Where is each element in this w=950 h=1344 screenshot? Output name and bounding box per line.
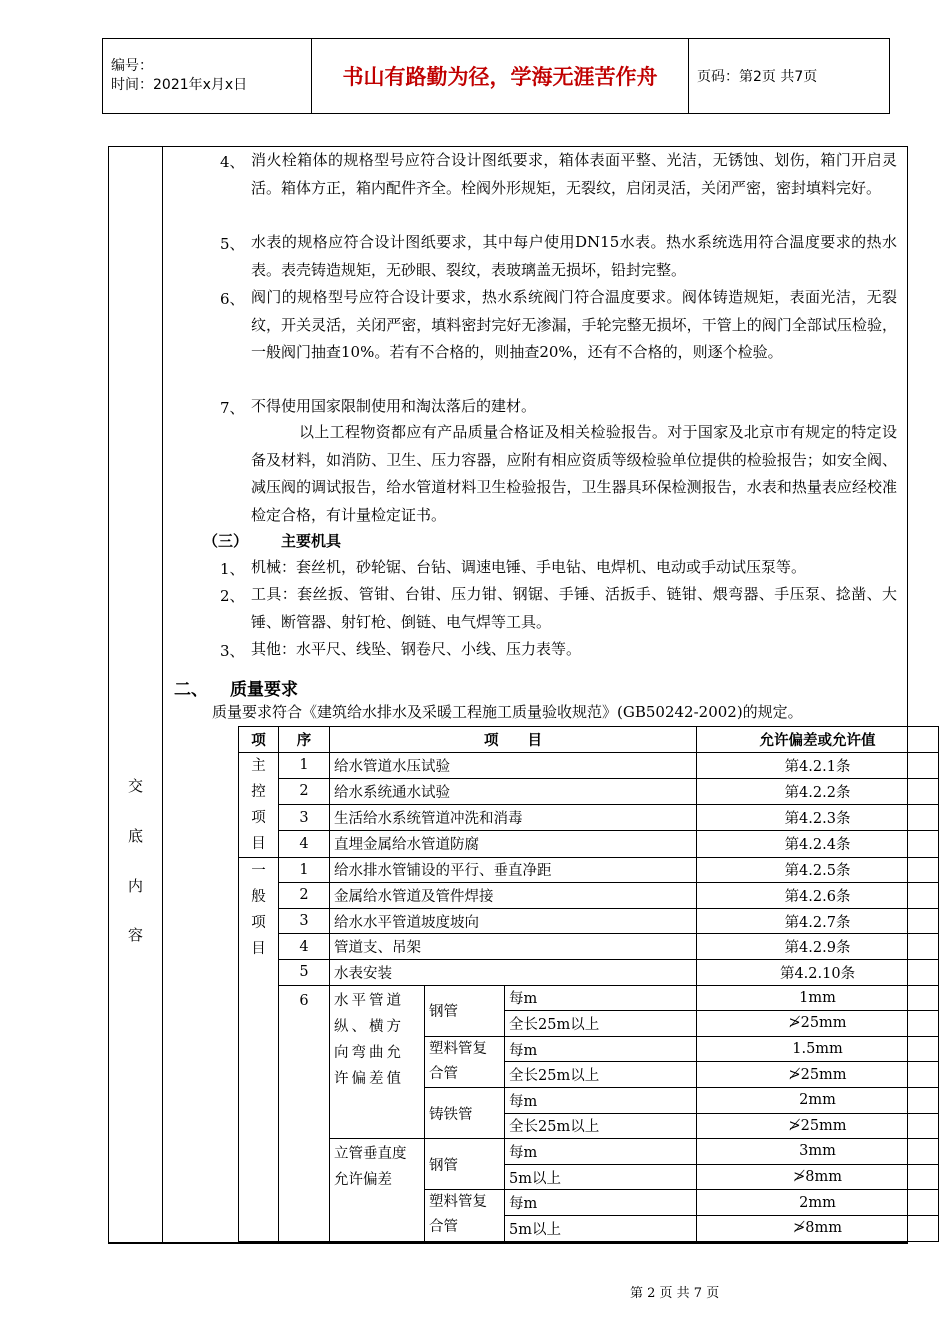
material-steel: 钢管: [425, 1139, 505, 1190]
value-cell: 第4.2.5条: [697, 857, 939, 883]
item-cell: 直埋金属给水管道防腐: [330, 831, 697, 857]
side-label-char: 内: [127, 877, 143, 895]
table-row: [239, 908, 939, 934]
seq-cell: 1: [279, 857, 330, 883]
quality-table: [238, 726, 939, 1242]
material-cast-iron: 铸铁管: [425, 1087, 505, 1138]
tools-item-number: 2、: [220, 587, 245, 605]
table-row: [239, 959, 939, 985]
side-label-column: [109, 147, 163, 1242]
header-cell: 允许偏差或允许值: [697, 727, 939, 753]
item-cell: 水表安装: [330, 959, 697, 985]
item-number: 7、: [220, 399, 245, 417]
value-cell: 第4.2.4条: [697, 831, 939, 857]
item-number: 5、: [220, 235, 245, 253]
table-row: [239, 752, 939, 778]
length-over-25m: 全长25m以上: [505, 1011, 697, 1037]
item-number: 4、: [220, 153, 245, 171]
seq-cell: 6: [279, 985, 330, 1241]
tools-item-number: 3、: [220, 642, 245, 660]
table-row: [239, 985, 939, 1011]
seq-cell: 5: [279, 959, 330, 985]
section2-intro: 质量要求符合《建筑给水排水及采暖工程施工质量验收规范》(GB50242-2002)的规定。: [212, 703, 803, 721]
value-cell: 1mm: [697, 985, 939, 1011]
item-number: 6、: [220, 290, 245, 308]
tools-item-number: 1、: [220, 560, 245, 578]
length-per-m: 每m: [505, 1036, 697, 1062]
side-label-char: 底: [127, 827, 143, 845]
length-per-m: 每m: [505, 985, 697, 1011]
value-cell: ≯25mm: [697, 1062, 939, 1088]
length-over-5m: 5m以上: [505, 1164, 697, 1190]
table-row: [239, 831, 939, 857]
value-cell: 第4.2.1条: [697, 752, 939, 778]
table-header-row: [239, 727, 939, 753]
table-row: [239, 805, 939, 831]
item-cell: 金属给水管道及管件焊接: [330, 883, 697, 909]
seq-cell: 3: [279, 908, 330, 934]
item-text: 消火栓箱体的规格型号应符合设计图纸要求，箱体表面平整、光洁，无锈蚀、划伤，箱门开启灵活。箱体方正，箱内配件齐全。栓阀外形规矩，无裂纹，启闭灵活，关闭严密，密封填料完好。: [251, 151, 897, 197]
section3-title: 主要机具: [281, 532, 342, 550]
item-cell: 给水系统通水试验: [330, 778, 697, 804]
seq-cell: 2: [279, 883, 330, 909]
header-slogan: 书山有路勤为径，学海无涯苦作舟: [312, 39, 689, 114]
material-steel: 钢管: [425, 985, 505, 1036]
item-cell: 生活给水系统管道冲洗和消毒: [330, 805, 697, 831]
table-row: [239, 883, 939, 909]
section3-number: （三）: [203, 532, 249, 550]
length-over-25m: 全长25m以上: [505, 1062, 697, 1088]
section2-title: 质量要求: [230, 680, 298, 700]
length-per-m: 每m: [505, 1190, 697, 1216]
material-plastic-composite: 塑料管复合管: [425, 1036, 505, 1087]
item-cell: 管道支、吊架: [330, 934, 697, 960]
value-cell: ≯8mm: [697, 1164, 939, 1190]
header-cell: 项 目: [330, 727, 697, 753]
main-group-label: 主控项目: [239, 752, 279, 857]
table-row: [239, 1139, 939, 1165]
side-label-char: 容: [127, 926, 143, 944]
value-cell: 第4.2.6条: [697, 883, 939, 909]
header-cell: 序: [279, 727, 330, 753]
section2-number: 二、: [174, 680, 208, 700]
value-cell: 第4.2.10条: [697, 959, 939, 985]
length-over-5m: 5m以上: [505, 1215, 697, 1241]
length-per-m: 每m: [505, 1139, 697, 1165]
page-footer: 第 2 页 共 7 页: [630, 1286, 720, 1301]
value-cell: ≯8mm: [697, 1215, 939, 1241]
value-cell: 第4.2.7条: [697, 908, 939, 934]
length-over-25m: 全长25m以上: [505, 1113, 697, 1139]
value-cell: 2mm: [697, 1087, 939, 1113]
item-cell: 给水排水管铺设的平行、垂直净距: [330, 857, 697, 883]
seq-cell: 4: [279, 934, 330, 960]
seq-cell: 4: [279, 831, 330, 857]
value-cell: 1.5mm: [697, 1036, 939, 1062]
serial-label: 编号：: [111, 58, 153, 74]
content-area: [162, 147, 907, 1242]
length-per-m: 每m: [505, 1087, 697, 1113]
table-row: [239, 934, 939, 960]
general-group-label: 一般项目: [239, 857, 279, 1241]
side-label-char: 交: [127, 777, 143, 795]
tools-item-text: 机械：套丝机，砂轮锯、台钻、调速电锤、手电钻、电焊机、电动或手动试压泵等。: [251, 558, 807, 576]
seq-cell: 2: [279, 778, 330, 804]
vertical-deviation-label: 立管垂直度允许偏差: [330, 1139, 425, 1241]
content-frame: [108, 146, 908, 1244]
seq-cell: 1: [279, 752, 330, 778]
header-left-cell: [103, 39, 312, 114]
document-header: [102, 38, 890, 114]
materials-note: 以上工程物资都应有产品质量合格证及相关检验报告。对于国家及北京市有规定的特定设备及材料，如消防、卫生、压力容器，应附有相应资质等级检验单位提供的检验报告；如安全阀、减压阀的调试报告，给水管道材料卫生检验报告，卫生器具环保检测报告，水表和热量表应经校准检定合格，有计量检定证书。: [251, 423, 897, 524]
seq-cell: 3: [279, 805, 330, 831]
value-cell: 第4.2.3条: [697, 805, 939, 831]
item-text: 水表的规格应符合设计图纸要求，其中每户使用DN15水表。热水系统选用符合温度要求的热水表。表壳铸造规矩，无砂眼、裂纹，表玻璃盖无损坏，铅封完整。: [251, 233, 897, 279]
tools-item-text: 工具：套丝扳、管钳、台钳、压力钳、钢锯、手锤、活扳手、链钳、煨弯器、手压泵、捻凿、大锤、断管器、射钉枪、倒链、电气焊等工具。: [251, 585, 897, 631]
material-plastic-composite: 塑料管复合管: [425, 1190, 505, 1241]
value-cell: 第4.2.9条: [697, 934, 939, 960]
table-row: [239, 778, 939, 804]
date-line: 时间：2021年x月x日: [111, 77, 248, 93]
value-cell: ≯25mm: [697, 1011, 939, 1037]
header-page-info: 页码：第2页 共7页: [689, 39, 890, 114]
horizontal-deviation-label: 水平管道纵、横方向弯曲允许偏差值: [330, 985, 425, 1139]
item-text: 阀门的规格型号应符合设计要求，热水系统阀门符合温度要求。阀体铸造规矩，表面光洁，无裂纹，开关灵活，关闭严密，填料密封完好无渗漏，手轮完整无损坏，干管上的阀门全部试压检验，一般阀门抽查10%。若有不合格的，则抽查20%，还有不合格的，则逐个检验。: [251, 288, 897, 362]
table-row: [239, 857, 939, 883]
item-cell: 给水管道水压试验: [330, 752, 697, 778]
tools-item-text: 其他：水平尺、线坠、钢卷尺、小线、压力表等。: [251, 640, 582, 658]
value-cell: 2mm: [697, 1190, 939, 1216]
item-text: 不得使用国家限制使用和淘汰落后的建材。: [251, 397, 537, 415]
value-cell: 3mm: [697, 1139, 939, 1165]
value-cell: ≯25mm: [697, 1113, 939, 1139]
value-cell: 第4.2.2条: [697, 778, 939, 804]
item-cell: 给水水平管道坡度坡向: [330, 908, 697, 934]
header-cell: 项: [239, 727, 279, 753]
